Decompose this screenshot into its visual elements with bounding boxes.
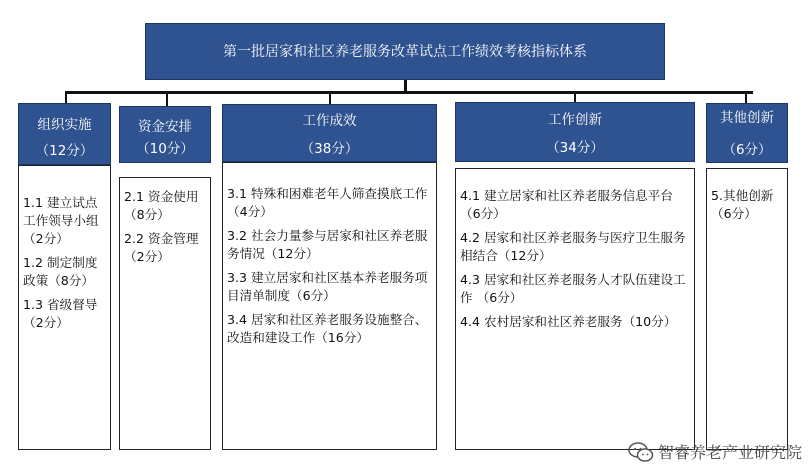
category-header-results [222, 104, 437, 162]
category-name: 其他创新 [720, 110, 774, 126]
category-score: （38分） [300, 141, 359, 157]
list-item: 1.2 制定制度政策（8分） [23, 255, 98, 288]
connector-drop-3 [329, 91, 331, 104]
list-item: 4.2 居家和社区养老服务与医疗卫生服务相结合（12分） [460, 230, 686, 263]
list-item: 3.2 社会力量参与居家和社区养老服务情况（12分） [227, 228, 428, 261]
category-body-results [222, 162, 437, 450]
category-header-innovation [455, 102, 695, 162]
category-name: 资金安排 [138, 119, 192, 135]
list-item: 4.1 建立居家和社区养老服务信息平台 （6分） [460, 188, 673, 221]
category-name: 组织实施 [37, 117, 92, 133]
root-title-box [145, 23, 665, 80]
list-item: 4.4 农村居家和社区养老服务（10分） [460, 314, 677, 329]
list-item: 1.1 建立试点工作领导小组（2分） [23, 195, 99, 246]
watermark-text: 智睿养老产业研究院 [657, 443, 802, 462]
category-name: 工作创新 [548, 112, 602, 128]
connector-drop-5 [745, 91, 747, 103]
connector-drop-2 [166, 91, 168, 106]
list-item: 3.3 建立居家和社区基本养老服务项目清单制度（6分） [227, 270, 428, 303]
category-score: （34分） [546, 140, 604, 156]
wechat-icon [628, 441, 654, 463]
connector-drop-4 [574, 91, 576, 102]
category-body-funds [119, 177, 211, 450]
list-item: 5.其他创新 （6分） [711, 188, 774, 221]
connector-bus [65, 91, 753, 94]
list-item: 3.4 居家和社区养老服务设施整合、改造和建设工作（16分） [227, 312, 428, 345]
list-item: 4.3 居家和社区养老服务人才队伍建设工作 （6分） [460, 272, 686, 305]
list-item: 2.1 资金使用（8分） [124, 189, 199, 222]
watermark [628, 440, 802, 463]
category-score: （10分） [136, 141, 194, 157]
connector-drop-1 [65, 91, 67, 103]
category-score: （12分） [35, 143, 94, 159]
category-score: （6分） [722, 142, 772, 158]
list-item: 2.2 资金管理（2分） [124, 231, 199, 264]
category-header-other [706, 103, 788, 163]
category-header-org [18, 103, 111, 165]
category-body-innovation [455, 168, 695, 450]
category-header-funds [119, 106, 211, 163]
category-name: 工作成效 [302, 113, 357, 129]
root-title: 第一批居家和社区养老服务改革试点工作绩效考核指标体系 [223, 43, 587, 60]
category-body-other [706, 168, 788, 450]
list-item: 3.1 特殊和困难老年人筛查摸底工作（4分） [227, 186, 428, 219]
category-body-org [18, 165, 111, 450]
list-item: 1.3 省级督导（2分） [23, 297, 98, 330]
